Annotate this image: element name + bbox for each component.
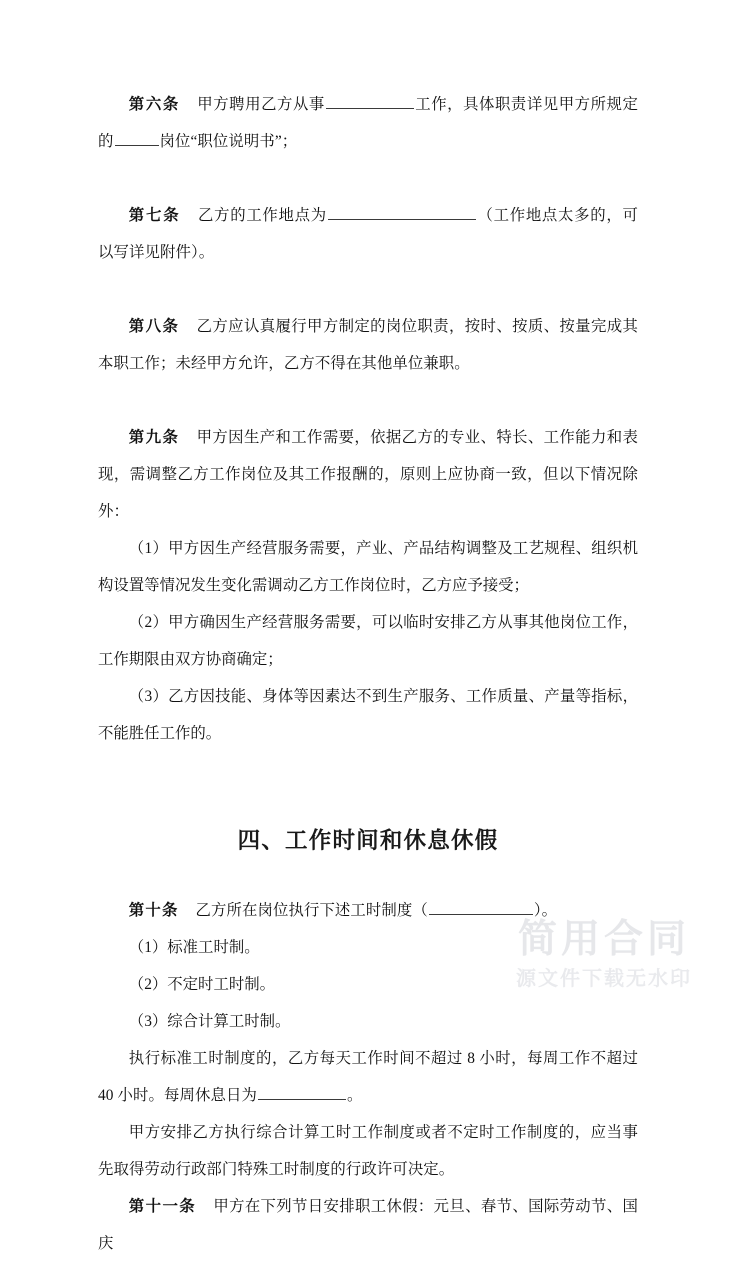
article-11-text: 甲方在下列节日安排职工休假：元旦、春节、国际劳动节、国庆 <box>98 1198 638 1252</box>
article-7-text-a: 乙方的工作地点为 <box>197 207 327 224</box>
article-8-text: 乙方应认真履行甲方制定的岗位职责，按时、按质、按量完成其本职工作；未经甲方允许，乙方不得在其他单位兼职。 <box>98 318 638 372</box>
article-6-text-b: 工作，具体职责详见甲方所规定的 <box>98 96 638 150</box>
article-6-post-blank[interactable] <box>115 130 159 146</box>
article-10-item-3: （3）综合计算工时制。 <box>128 1013 291 1030</box>
article-10-item-1: （1）标准工时制。 <box>128 939 260 956</box>
article-6-text-a: 甲方聘用乙方从事 <box>196 96 325 113</box>
article-7-location-blank[interactable] <box>328 204 476 220</box>
article-7-label: 第七条 <box>128 207 181 224</box>
article-10-paragraph <box>98 892 638 929</box>
article-9-text: 甲方因生产和工作需要，依据乙方的专业、特长、工作能力和表现，需调整乙方工作岗位及其工作报酬的，原则上应协商一致，但以下情况除外： <box>98 429 638 520</box>
article-10-standard-hours-paragraph <box>98 1040 638 1114</box>
article-6-job-blank[interactable] <box>326 93 414 109</box>
article-10-comprehensive-hours-paragraph: 甲方安排乙方执行综合计算工时工作制度或者不定时工作制度的，应当事先取得劳动行政部门特殊工时制度的行政许可决定。 <box>98 1124 638 1178</box>
article-6-label: 第六条 <box>128 96 180 113</box>
article-10-text-a: 乙方所在岗位执行下述工时制度（ <box>195 902 428 919</box>
article-10-label: 第十条 <box>128 902 179 919</box>
article-7-text-b: （工作地点太多的，可以写详见附件）。 <box>98 207 638 261</box>
article-6-text-c: 岗位“职位说明书”； <box>159 133 298 150</box>
article-11-paragraph <box>98 1188 638 1262</box>
section-heading: 四、工作时间和休息休假 <box>237 828 499 854</box>
article-10-para-a-period: 。 <box>346 1087 363 1104</box>
article-10-system-blank[interactable] <box>429 899 533 915</box>
article-10-restday-blank[interactable] <box>258 1084 346 1100</box>
document-body <box>98 86 638 1262</box>
article-10-para-a-text: 执行标准工时制度的，乙方每天工作时间不超过 8 小时，每周工作不超过 40 小时。每周休息日为 <box>98 1050 638 1104</box>
article-9-paragraph <box>98 419 638 530</box>
article-11-label: 第十一条 <box>128 1198 197 1215</box>
article-10-text-b: ）。 <box>533 902 558 919</box>
article-9-item-2: （2）甲方确因生产经营服务需要，可以临时安排乙方从事其他岗位工作，工作期限由双方协商确定； <box>98 614 638 668</box>
article-9-label: 第九条 <box>128 429 180 446</box>
article-8-label: 第八条 <box>128 318 180 335</box>
section-heading-block <box>98 826 638 856</box>
article-9-item-3: （3）乙方因技能、身体等因素达不到生产服务、工作质量、产量等指标，不能胜任工作的。 <box>98 688 638 742</box>
article-9-item-1: （1）甲方因生产经营服务需要，产业、产品结构调整及工艺规程、组织机构设置等情况发生变化需调动乙方工作岗位时，乙方应予接受； <box>98 540 638 594</box>
watermark-tagline: 源文件下载无水印 <box>516 966 692 990</box>
watermark-brand: 简用合同 <box>517 917 690 962</box>
article-8-paragraph <box>98 308 638 382</box>
article-6-paragraph <box>98 86 638 160</box>
article-7-paragraph <box>98 197 638 271</box>
article-10-item-2: （2）不定时工时制。 <box>128 976 276 993</box>
